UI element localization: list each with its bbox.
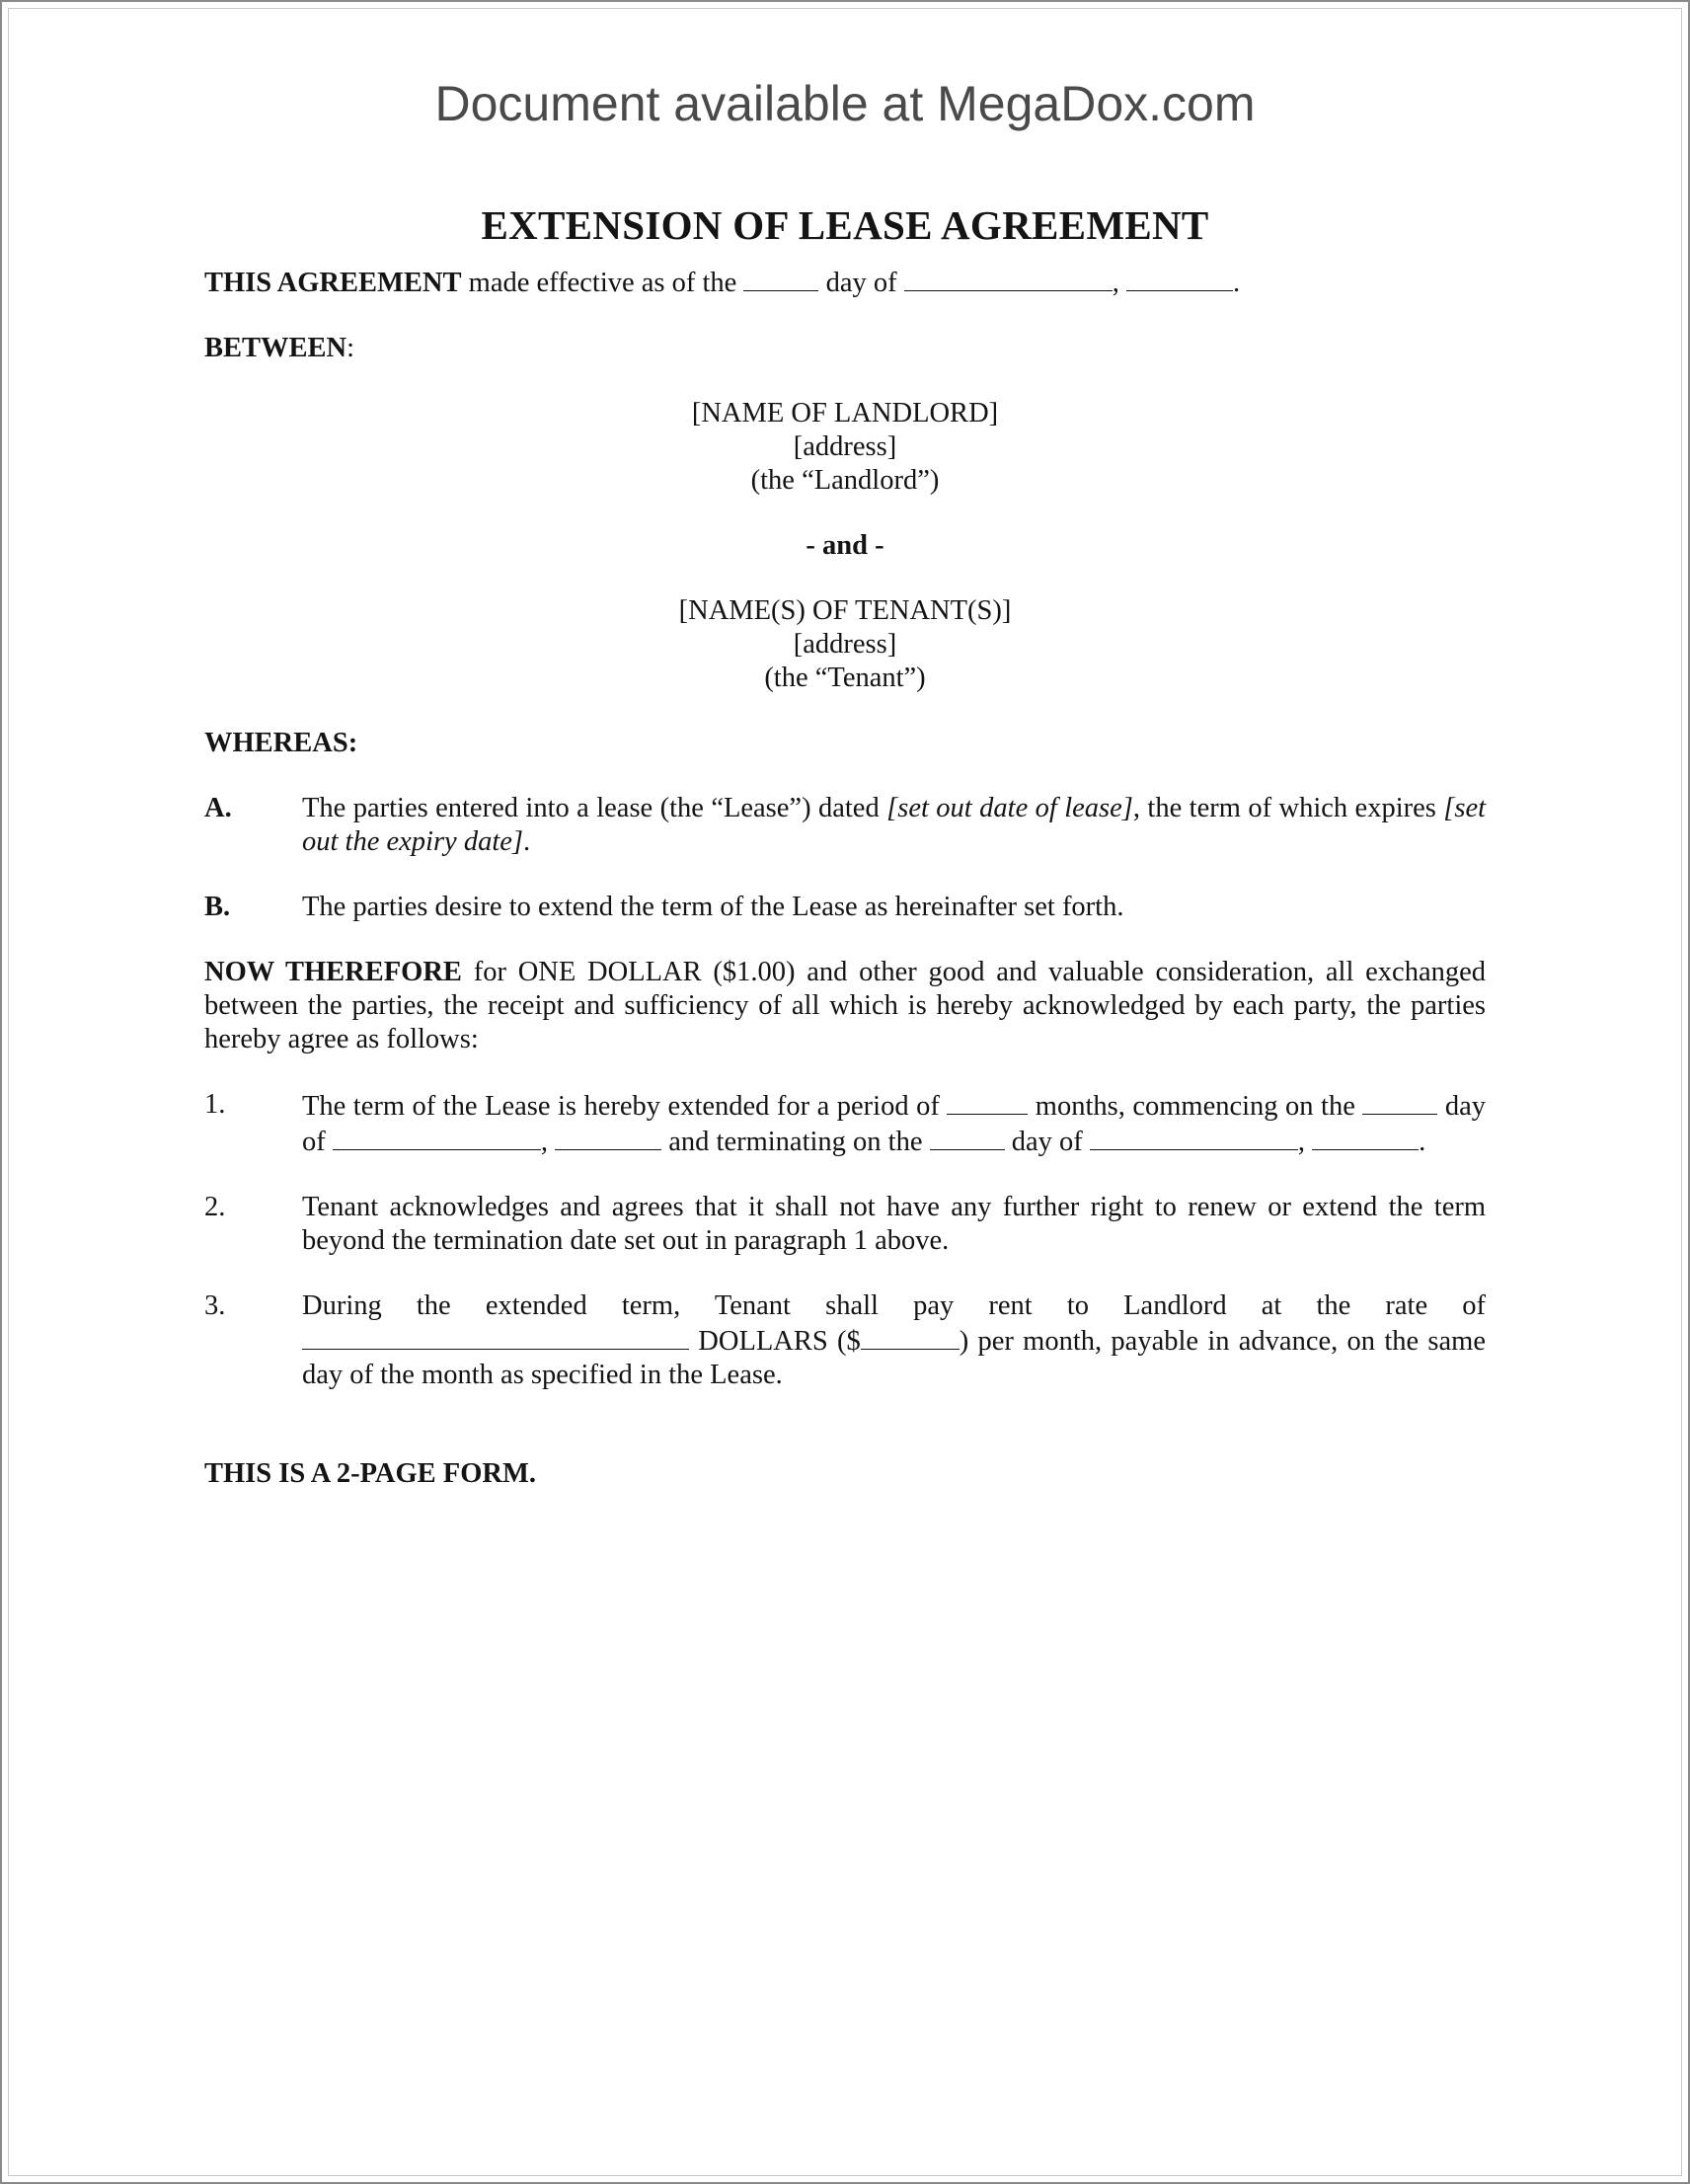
commence-month-blank[interactable] [333, 1124, 541, 1150]
whereas-heading: WHEREAS: [204, 728, 358, 758]
clause-number: 3. [204, 1290, 226, 1321]
intro-bold: THIS AGREEMENT [204, 268, 462, 298]
rent-amount-blank[interactable] [861, 1323, 960, 1350]
year-blank[interactable] [1126, 265, 1233, 291]
tenant-block [204, 594, 1486, 695]
recital-label: A. [204, 793, 232, 823]
now-therefore-paragraph: NOW THEREFORE for ONE DOLLAR ($1.00) and other good and valuable consideration, all exchanged between the parties, the receipt and sufficiency of all which is hereby acknowledged by each party, the parties hereby agree as follows: [204, 957, 1486, 1054]
intro-paragraph: THIS AGREEMENT made effective as of the day of , . [204, 265, 1486, 300]
clause-number: 2. [204, 1192, 226, 1222]
terminate-day-blank[interactable] [930, 1124, 1005, 1150]
between-heading: BETWEEN: [204, 333, 355, 363]
recital-label: B. [204, 892, 231, 922]
period-months-blank[interactable] [947, 1088, 1028, 1115]
tenant-address: [address] [793, 629, 897, 660]
clause-1: 1. The term of the Lease is hereby extended for a period of months, commencing on the day of , and terminating on the day of , . [204, 1089, 1487, 1157]
tenant-name: [NAME(S) OF TENANT(S)] [678, 595, 1012, 626]
document-body [204, 197, 1486, 1491]
recital-b: B. The parties desire to extend the term of the Lease as hereinafter set forth. [204, 892, 1124, 922]
landlord-name: [NAME OF LANDLORD] [691, 398, 999, 429]
megadox-banner: Document available at MegaDox.com [434, 76, 1256, 131]
clause-3: 3. During the extended term, Tenant shall pay rent to Landlord at the rate of DOLLARS ($ ) per month, payable in advance, on the same day of the month as specified in the Lease. [204, 1290, 1486, 1390]
terminate-year-blank[interactable] [1312, 1124, 1419, 1150]
month-blank[interactable] [904, 265, 1113, 291]
day-blank[interactable] [743, 265, 818, 291]
commence-day-blank[interactable] [1362, 1088, 1437, 1115]
landlord-block [204, 397, 1486, 498]
terminate-month-blank[interactable] [1090, 1124, 1298, 1150]
clause-2: 2. Tenant acknowledges and agrees that it shall not have any further right to renew or extend the term beyond the termination date set out in paragraph 1 above. [204, 1192, 1486, 1256]
tenant-designation: (the “Tenant”) [764, 663, 926, 693]
and-separator: - and - [806, 530, 884, 561]
landlord-address: [address] [793, 431, 897, 462]
two-page-form-note: THIS IS A 2-PAGE FORM. [204, 1458, 536, 1489]
commence-year-blank[interactable] [555, 1124, 661, 1150]
document-title: EXTENSION OF LEASE AGREEMENT [481, 202, 1209, 248]
clause-number: 1. [204, 1089, 226, 1120]
rent-words-blank[interactable] [302, 1323, 689, 1350]
recital-a: A. The parties entered into a lease (the “Lease”) dated [set out date of lease], the term of which expires [set out the expiry date]. [204, 793, 1487, 857]
landlord-designation: (the “Landlord”) [750, 465, 940, 496]
